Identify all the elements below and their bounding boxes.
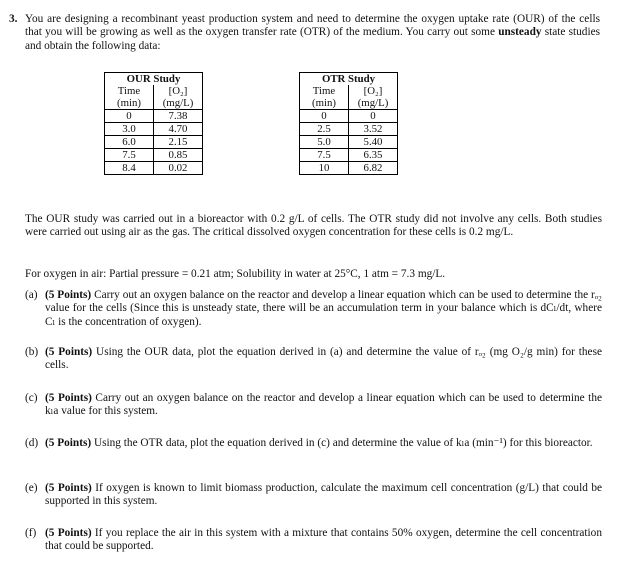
part-a-points: (5 Points) [45,289,92,301]
otr-o2-cell: 6.35 [349,149,398,162]
part-a [25,289,602,329]
otr-row [300,123,398,136]
our-o2-cell: 0.85 [154,149,203,162]
intro-text-2: state studies and obtain the following data: [25,26,601,52]
part-f [25,527,602,554]
our-row [105,110,203,123]
part-c [25,392,602,419]
part-f-points: (5 Points) [45,527,92,539]
otr-time-cell: 2.5 [300,123,349,136]
intro-text-1: You are designing a recombinant yeast production system and need to determine the oxygen uptake rate (OUR) of the cells that you will be growing as well as the oxygen transfer rate (OTR) of the medium. You carry out some [25,13,600,39]
our-row [105,162,203,175]
part-b [25,346,602,373]
otr-time-cell: 0 [300,110,349,123]
question-number: 3. [9,13,18,25]
part-c-text: Carry out an oxygen balance on the reactor and develop a linear equation which can be used to determine the kₗa value for this system. [45,392,602,418]
otr-col-o2-unit: (mg/L) [349,97,398,110]
part-a-label: (a) [25,289,38,301]
our-time-cell: 3.0 [105,123,154,136]
part-f-text: If you replace the air in this system with a mixture that contains 50% oxygen, determine the cell concentration that could be supported. [45,527,602,553]
otr-row [300,162,398,175]
part-e [25,482,602,509]
our-time-cell: 6.0 [105,136,154,149]
air-properties: For oxygen in air: Partial pressure = 0.21 atm; Solubility in water at 25°C, 1 atm = 7.3 mg/L. [25,268,446,280]
part-f-label: (f) [25,527,37,539]
our-row [105,149,203,162]
our-row [105,123,203,136]
otr-row [300,136,398,149]
otr-row [300,110,398,123]
otr-o2-cell: 6.82 [349,162,398,175]
part-b-points: (5 Points) [45,346,93,358]
study-description: The OUR study was carried out in a bioreactor with 0.2 g/L of cells. The OTR study did not involve any cells. Both studies were carried out using air as the gas. The critical dissolved oxygen concentration for these cells is 0.2 mg/L. [25,213,602,239]
otr-table-title: OTR Study [300,73,398,86]
part-d-text: Using the OTR data, plot the equation derived in (c) and determine the value of kₗa (min⁻¹) for this bioreactor. [91,437,593,449]
otr-study-table [299,72,398,175]
part-e-points: (5 Points) [45,482,92,494]
part-a-text: Carry out an oxygen balance on the reactor and develop a linear equation which can be used to determine the rₒ₂ value for the cells (Since this is unsteady state, there will be an accumulation term in your balance which is dCₗ/dt, where Cₗ is the concentration of oxygen). [45,289,602,328]
otr-col-time: Time [300,85,349,97]
part-d [25,437,602,450]
otr-o2-cell: 5.40 [349,136,398,149]
part-e-text: If oxygen is known to limit biomass production, calculate the maximum cell concentration (g/L) that could be supported in this system. [45,482,602,508]
part-d-points: (5 Points) [45,437,92,449]
our-study-table [104,72,203,175]
our-table-title: OUR Study [105,73,203,86]
otr-o2-cell: 0 [349,110,398,123]
otr-time-cell: 10 [300,162,349,175]
our-col-o2-unit: (mg/L) [154,97,203,110]
our-o2-cell: 2.15 [154,136,203,149]
part-b-label: (b) [25,346,39,358]
otr-col-o2: [O₂] [349,85,398,97]
our-col-time-unit: (min) [105,97,154,110]
part-b-text: Using the OUR data, plot the equation derived in (a) and determine the value of rₒ₂ (mg O₂/g min) for these cells. [45,346,602,372]
question-intro [25,13,600,53]
our-col-o2: [O₂] [154,85,203,97]
our-o2-cell: 7.38 [154,110,203,123]
intro-bold-word: unsteady [498,26,542,39]
otr-time-cell: 5.0 [300,136,349,149]
otr-time-cell: 7.5 [300,149,349,162]
our-time-cell: 8.4 [105,162,154,175]
our-o2-cell: 0.02 [154,162,203,175]
part-e-label: (e) [25,482,38,494]
otr-o2-cell: 3.52 [349,123,398,136]
otr-row [300,149,398,162]
our-o2-cell: 4.70 [154,123,203,136]
part-c-points: (5 Points) [45,392,92,404]
part-c-label: (c) [25,392,38,404]
otr-col-time-unit: (min) [300,97,349,110]
part-d-label: (d) [25,437,39,449]
our-time-cell: 7.5 [105,149,154,162]
our-col-time: Time [105,85,154,97]
our-row [105,136,203,149]
our-time-cell: 0 [105,110,154,123]
